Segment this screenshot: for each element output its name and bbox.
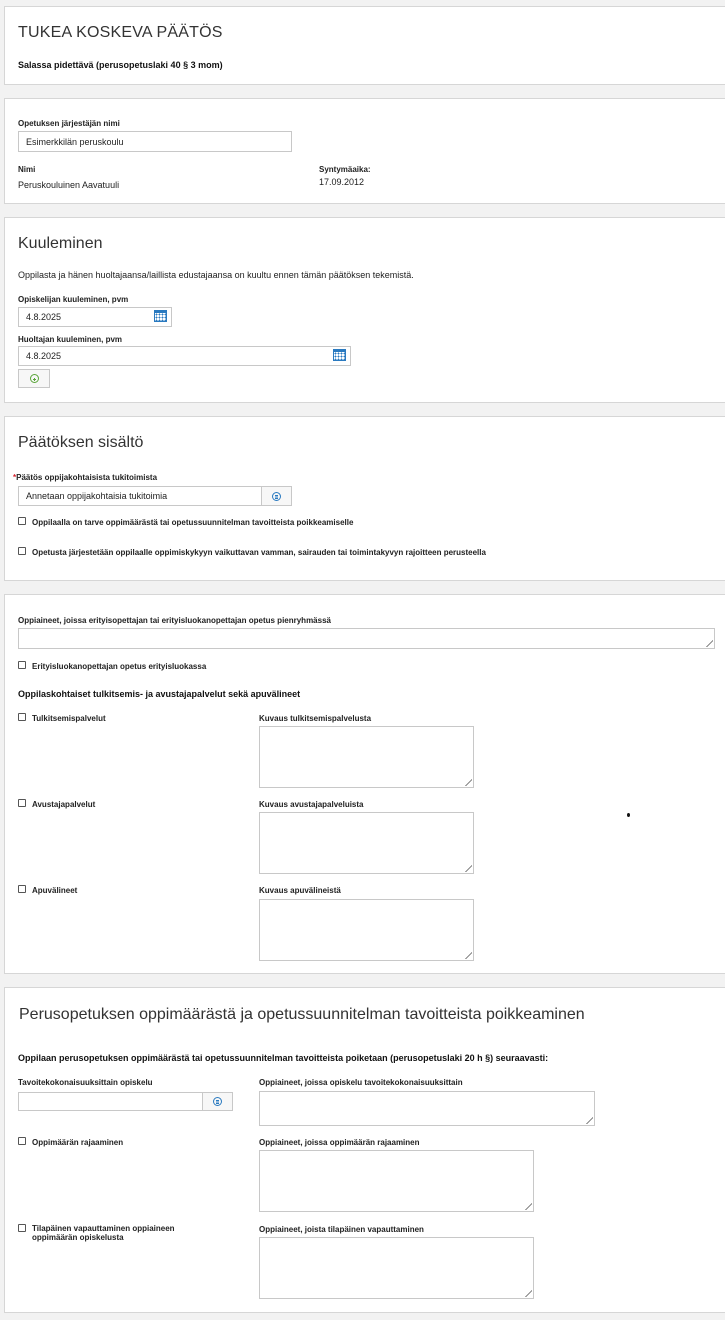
- disability-label: Opetusta järjestetään oppilaalle oppimiskykyyn vaikuttavan vamman, sairauden tai toimintakyvyn rajoitteen perusteella: [32, 548, 486, 557]
- limit-subjects-textarea[interactable]: [259, 1150, 534, 1212]
- guardian-hearing-date-input[interactable]: [18, 346, 351, 366]
- list-icon: [213, 1097, 222, 1106]
- goal-study-list-button[interactable]: [202, 1092, 233, 1111]
- birth-label: Syntymäaika:: [319, 165, 371, 174]
- exempt-checkbox[interactable]: [18, 1224, 26, 1232]
- limit-label: Oppimäärän rajaaminen: [32, 1138, 124, 1147]
- deviation-need-label: Oppilaalla on tarve oppimäärästä tai opetussuunnitelman tavoitteista poikkeamiselle: [32, 518, 354, 527]
- birth-value: 17.09.2012: [319, 177, 365, 187]
- goal-study-label: Tavoitekokonaisuuksittain opiskelu: [18, 1078, 153, 1087]
- organizer-value: Esimerkkilän peruskoulu: [26, 136, 124, 147]
- name-label: Nimi: [18, 165, 36, 174]
- student-hearing-date-value: 4.8.2025: [26, 312, 62, 322]
- aids-checkbox[interactable]: [18, 885, 26, 893]
- goal-subjects-textarea[interactable]: [259, 1091, 595, 1126]
- add-hearing-button[interactable]: [18, 369, 50, 388]
- services-title: Oppilaskohtaiset tulkitsemis- ja avustajapalvelut sekä apuvälineet: [18, 689, 301, 699]
- resize-grip-icon[interactable]: [581, 1112, 593, 1124]
- resize-grip-icon[interactable]: [701, 635, 713, 647]
- deviation-need-checkbox[interactable]: [18, 517, 26, 525]
- assistant-desc-textarea[interactable]: [259, 812, 474, 874]
- support-select-value: Annetaan oppijakohtaisia tukitoimia: [26, 491, 168, 501]
- special-panel: [4, 594, 725, 974]
- small-group-label: Oppiaineet, joissa erityisopettajan tai erityisluokanopettajan opetus pienryhmässä: [18, 616, 331, 625]
- exempt-subjects-textarea[interactable]: [259, 1237, 534, 1299]
- resize-grip-icon[interactable]: [460, 947, 472, 959]
- organizer-input[interactable]: [18, 131, 292, 152]
- support-label-text: Päätös oppijakohtaisista tukitoimista: [16, 473, 158, 482]
- aids-desc-label: Kuvaus apuvälineistä: [259, 886, 341, 895]
- guardian-hearing-label: Huoltajan kuuleminen, pvm: [18, 335, 123, 344]
- plus-circle-icon: [30, 374, 39, 383]
- exempt-label: Tilapäinen vapauttaminen oppiaineen oppimäärän opiskelusta: [32, 1224, 175, 1242]
- support-list-button[interactable]: [261, 486, 292, 506]
- hearing-description: Oppilasta ja hänen huoltajaansa/laillista edustajaansa on kuultu ennen tämän päätöksen tekemistä.: [18, 270, 414, 280]
- hearing-title: Kuuleminen: [18, 235, 103, 252]
- small-group-textarea[interactable]: [18, 628, 715, 649]
- decision-title: Päätöksen sisältö: [18, 434, 144, 451]
- exempt-subjects-label: Oppiaineet, joista tilapäinen vapauttaminen: [259, 1225, 424, 1234]
- deviation-panel: [4, 987, 725, 1313]
- support-label: [13, 473, 157, 482]
- interpreting-desc-textarea[interactable]: [259, 726, 474, 788]
- cursor-dot: [627, 813, 630, 817]
- limit-subjects-label: Oppiaineet, joissa oppimäärän rajaaminen: [259, 1138, 420, 1147]
- deviation-intro: Oppilaan perusopetuksen oppimäärästä tai opetussuunnitelman tavoitteista poiketaan (perusopetuslaki 20 h §) seuraavasti:: [18, 1053, 549, 1063]
- goal-subjects-label: Oppiaineet, joissa opiskelu tavoitekokonaisuuksittain: [259, 1078, 463, 1087]
- resize-grip-icon[interactable]: [460, 860, 472, 872]
- goal-study-select[interactable]: [18, 1092, 203, 1111]
- limit-checkbox[interactable]: [18, 1137, 26, 1145]
- student-hearing-label: Opiskelijan kuuleminen, pvm: [18, 295, 129, 304]
- interpreting-label: Tulkitsemispalvelut: [32, 714, 106, 723]
- resize-grip-icon[interactable]: [520, 1285, 532, 1297]
- info-panel: [4, 98, 725, 204]
- confidentiality-note: Salassa pidettävä (perusopetuslaki 40 § 3 mom): [18, 60, 223, 70]
- interpreting-checkbox[interactable]: [18, 713, 26, 721]
- hearing-panel: [4, 217, 725, 403]
- student-hearing-date-input[interactable]: [18, 307, 172, 327]
- support-select[interactable]: [18, 486, 262, 506]
- aids-label: Apuvälineet: [32, 886, 78, 895]
- guardian-hearing-date-value: 4.8.2025: [26, 351, 62, 361]
- assistant-desc-label: Kuvaus avustajapalveluista: [259, 800, 364, 809]
- organizer-label: Opetuksen järjestäjän nimi: [18, 119, 120, 128]
- special-class-label: Erityisluokanopettajan opetus erityisluokassa: [32, 662, 207, 671]
- deviation-title: Perusopetuksen oppimäärästä ja opetussuunnitelman tavoitteista poikkeaminen: [19, 1006, 585, 1023]
- required-mark: *: [13, 473, 17, 482]
- resize-grip-icon[interactable]: [520, 1198, 532, 1210]
- calendar-icon[interactable]: [154, 310, 167, 322]
- disability-checkbox[interactable]: [18, 547, 26, 555]
- special-class-checkbox[interactable]: [18, 661, 26, 669]
- decision-panel: [4, 416, 725, 581]
- list-icon: [272, 492, 281, 501]
- aids-desc-textarea[interactable]: [259, 899, 474, 961]
- assistant-label: Avustajapalvelut: [32, 800, 96, 809]
- name-value: Peruskouluinen Aavatuuli: [18, 180, 120, 190]
- header-panel: [4, 6, 725, 85]
- assistant-checkbox[interactable]: [18, 799, 26, 807]
- calendar-icon[interactable]: [333, 349, 346, 361]
- page-title: TUKEA KOSKEVA PÄÄTÖS: [18, 24, 223, 41]
- interpreting-desc-label: Kuvaus tulkitsemispalvelusta: [259, 714, 372, 723]
- resize-grip-icon[interactable]: [460, 774, 472, 786]
